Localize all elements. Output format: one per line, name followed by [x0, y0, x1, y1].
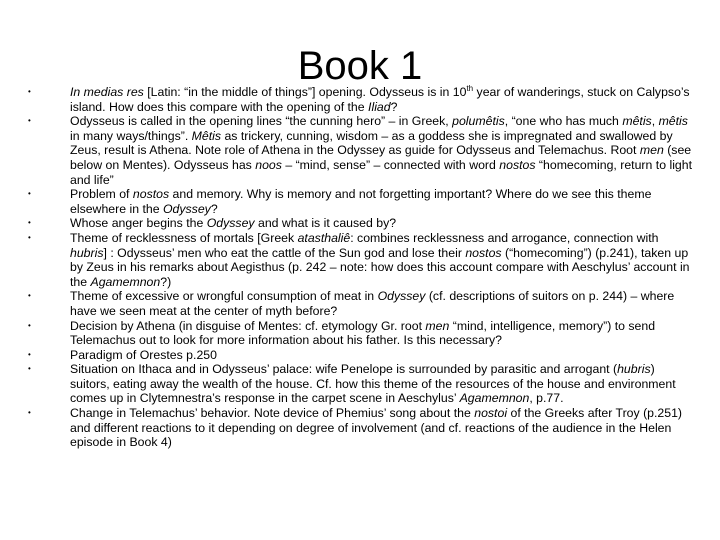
- text-run: , p.77.: [529, 391, 564, 406]
- text-run: of the Greeks after Troy (p.251) and different reactions to it depending on degree of involvement (and cf. reactions of the audience in the Helen episode in Book 4): [70, 406, 683, 450]
- italic-text: mêtis: [622, 114, 652, 129]
- text-run: and what is it caused by?: [254, 216, 397, 231]
- italic-text: mêtis: [658, 114, 688, 129]
- text-run: Theme of recklessness of mortals [Greek: [70, 230, 298, 245]
- bullet-dot: •: [28, 291, 31, 301]
- bullet-list: [28, 85, 696, 450]
- italic-text: Odyssey: [162, 201, 211, 216]
- bullet-text: [70, 187, 696, 216]
- italic-text: Mêtis: [191, 128, 222, 143]
- bullet-item: [28, 216, 696, 231]
- text-run: – “mind, sense” – connected with word: [281, 157, 500, 172]
- italic-text: nostos: [132, 187, 170, 202]
- bullet-dot: •: [28, 364, 31, 374]
- italic-text: In medias res: [70, 85, 144, 99]
- text-run: year of wanderings, stuck on Calypso’s island. How does this compare with the opening of the: [70, 85, 690, 114]
- bullet-text: [70, 114, 696, 187]
- italic-text: men: [425, 318, 450, 333]
- text-run: [Latin: “in the middle of things”] opening. Odysseus is in 10: [143, 85, 467, 99]
- italic-text: Agamemnon: [459, 391, 530, 406]
- bullet-dot: •: [28, 218, 31, 228]
- bullet-item: [28, 85, 696, 114]
- bullet-dot: •: [28, 408, 31, 418]
- italic-text: hubris: [70, 245, 104, 260]
- bullet-item: [28, 289, 696, 318]
- text-run: Decision by Athena (in disguise of Mentes: cf. etymology Gr. root: [70, 318, 426, 333]
- bullet-text: [70, 362, 696, 406]
- bullet-dot: •: [28, 320, 31, 330]
- bullet-item: [28, 362, 696, 406]
- bullet-item: [28, 231, 696, 289]
- bullet-text: [70, 319, 696, 348]
- bullet-item: [28, 406, 696, 450]
- text-run: ?): [160, 274, 172, 289]
- italic-text: nostoi: [474, 406, 508, 421]
- italic-text: Odyssey: [206, 216, 255, 231]
- bullet-dot: •: [28, 116, 31, 126]
- superscript-text: th: [466, 83, 474, 93]
- text-run: and memory. Why is memory and not forgetting important? Where do we see this theme elsewhere in the: [70, 187, 652, 216]
- text-run: Whose anger begins the: [70, 216, 207, 231]
- text-run: in many ways/things”.: [70, 128, 192, 143]
- italic-text: nostos: [499, 157, 536, 172]
- text-run: Paradigm of Orestes p.250: [70, 347, 217, 362]
- italic-text: Agamemnon: [90, 274, 161, 289]
- italic-text: polumêtis: [452, 114, 505, 129]
- italic-text: noos: [255, 157, 282, 172]
- text-run: Problem of: [70, 187, 133, 202]
- text-run: as trickery, cunning, wisdom – as a goddess she is impregnated and swallowed by Zeus, result is Athena. Note role of Athena in the Odyssey as guide for Odysseus and Telemachus. Root: [70, 128, 673, 158]
- text-run: “homecoming, return to light and life”: [70, 157, 693, 187]
- bullet-item: [28, 348, 696, 363]
- bullet-item: [28, 187, 696, 216]
- text-run: Theme of excessive or wrongful consumption of meat in: [70, 289, 378, 304]
- bullet-item: [28, 319, 696, 348]
- slide-title: Book 1: [297, 43, 423, 88]
- text-run: “mind, intelligence, memory”) to send Telemachus out to look for more information about his father. Is this necessary?: [70, 318, 656, 348]
- italic-text: men: [639, 143, 664, 158]
- text-run: (cf. descriptions of suitors on p. 244) – where have we seen meat at the center of myth before?: [70, 289, 675, 318]
- text-run: (see below on Mentes). Odysseus has: [70, 143, 692, 172]
- text-run: , “one who has much: [504, 114, 623, 129]
- bullet-item: [28, 114, 696, 187]
- bullet-dot: •: [28, 87, 31, 96]
- italic-text: Odyssey: [377, 289, 426, 304]
- italic-text: Iliad: [368, 99, 391, 114]
- italic-text: atasthaliê: [297, 230, 351, 245]
- bullet-dot: •: [28, 232, 31, 242]
- bullet-text: [70, 348, 696, 363]
- italic-text: nostos: [465, 245, 502, 260]
- text-run: ] : Odysseus’ men who eat the cattle of the Sun god and lose their: [103, 245, 466, 260]
- bullet-dot: •: [28, 189, 31, 199]
- bullet-text: [70, 216, 696, 231]
- bullet-dot: •: [28, 349, 31, 359]
- text-run: ?: [210, 201, 218, 216]
- text-run: ?: [390, 99, 398, 114]
- bullet-text: [70, 231, 696, 289]
- text-run: ,: [651, 114, 659, 129]
- bullet-text: [70, 406, 696, 450]
- bullet-text: [70, 85, 696, 114]
- text-run: Change in Telemachus’ behavior. Note device of Phemius’ song about the: [70, 406, 475, 421]
- text-run: Situation on Ithaca and in Odysseus’ palace: wife Penelope is surrounded by parasitic and arrogant (: [70, 362, 618, 377]
- italic-text: hubris: [617, 362, 651, 377]
- text-run: : combines recklessness and arrogance, connection with: [350, 230, 659, 245]
- text-run: Odysseus is called in the opening lines “the cunning hero” – in Greek,: [70, 114, 453, 129]
- text-run: (“homecoming”) (p.241), taken up by Zeus in his remarks about Aegisthus (p. 242 – note: how does this account compare with Aeschylus’ account in the: [70, 245, 690, 289]
- bullet-text: [70, 289, 696, 318]
- text-run: ) suitors, eating away the wealth of the house. Cf. how this theme of the resources of the house and environment comes up in Clytemnestra’s response in the carpet scene in Aeschylus’: [70, 362, 676, 406]
